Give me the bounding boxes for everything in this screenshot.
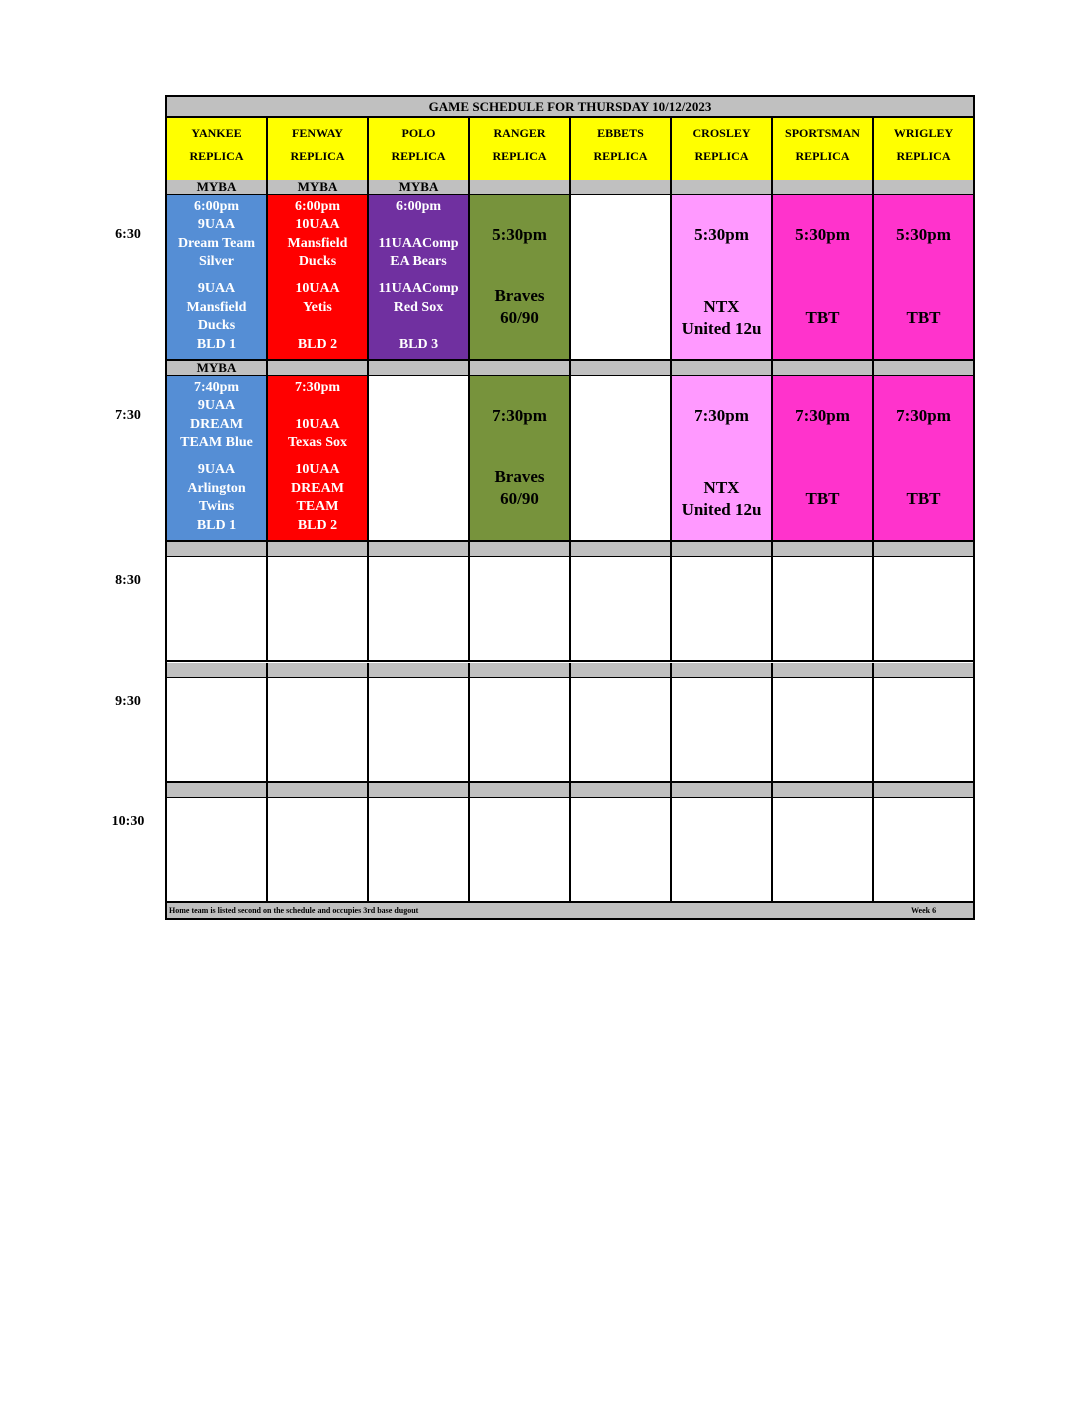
empty-cell (470, 678, 571, 783)
empty-cell (470, 798, 571, 916)
separator (167, 663, 268, 678)
field-header: POLO REPLICA (369, 118, 470, 180)
field-header: EBBETS REPLICA (571, 118, 672, 180)
field-header: WRIGLEY REPLICA (874, 118, 973, 180)
game-cell-wrigley: 5:30pm TBT (874, 195, 973, 361)
time-label: 7:30 (115, 408, 141, 423)
game-cell-fenway: 7:30pm 10UAA Texas Sox 10UAA DREAM TEAM BLD 2 (268, 376, 369, 542)
empty-cell (874, 678, 973, 783)
field-header: RANGER REPLICA (470, 118, 571, 180)
separator (672, 180, 773, 195)
time-label: 10:30 (111, 814, 145, 829)
separator (369, 783, 470, 798)
separator (874, 180, 973, 195)
separator (571, 542, 672, 557)
league-label: MYBA (369, 180, 470, 195)
separator (874, 542, 973, 557)
separator (470, 361, 571, 376)
footer (167, 901, 973, 918)
week-label: Week 6 (911, 906, 937, 915)
separator (571, 361, 672, 376)
separator (268, 361, 369, 376)
empty-cell (672, 557, 773, 662)
empty-cell (268, 678, 369, 783)
empty-cell (167, 678, 268, 783)
field-header: YANKEE REPLICA (167, 118, 268, 180)
game-cell-ranger: 7:30pm Braves 60/90 (470, 376, 571, 542)
empty-cell (268, 557, 369, 662)
game-cell-sportsman: 7:30pm TBT (773, 376, 874, 542)
time-label: 9:30 (115, 694, 141, 709)
separator (874, 361, 973, 376)
empty-cell (571, 195, 672, 361)
separator (571, 783, 672, 798)
empty-cell (571, 376, 672, 542)
empty-cell (369, 798, 470, 916)
separator (470, 542, 571, 557)
separator (874, 783, 973, 798)
league-label: MYBA (167, 361, 268, 376)
league-label: MYBA (268, 180, 369, 195)
field-header: SPORTSMAN REPLICA (773, 118, 874, 180)
separator (268, 663, 369, 678)
separator (268, 542, 369, 557)
empty-cell (571, 557, 672, 662)
separator (773, 783, 874, 798)
separator (672, 542, 773, 557)
separator (369, 542, 470, 557)
game-cell-polo: 6:00pm 11UAAComp EA Bears 11UAAComp Red Sox BLD 3 (369, 195, 470, 361)
separator (470, 663, 571, 678)
empty-cell (571, 678, 672, 783)
empty-cell (369, 557, 470, 662)
separator (773, 542, 874, 557)
empty-cell (470, 557, 571, 662)
empty-cell (672, 798, 773, 916)
separator (470, 180, 571, 195)
schedule-table (165, 95, 975, 920)
separator (773, 361, 874, 376)
separator (167, 542, 268, 557)
empty-cell (773, 557, 874, 662)
empty-cell (874, 798, 973, 916)
game-cell-yankee: 7:40pm 9UAA DREAM TEAM Blue 9UAA Arlington Twins BLD 1 (167, 376, 268, 542)
time-label: 6:30 (115, 227, 141, 242)
game-cell-ranger: 5:30pm Braves 60/90 (470, 195, 571, 361)
separator (773, 663, 874, 678)
game-cell-crosley: 5:30pm NTX United 12u (672, 195, 773, 361)
game-cell-crosley: 7:30pm NTX United 12u (672, 376, 773, 542)
empty-cell (167, 798, 268, 916)
empty-cell (874, 557, 973, 662)
empty-cell (167, 557, 268, 662)
league-label: MYBA (167, 180, 268, 195)
schedule-title: GAME SCHEDULE FOR THURSDAY 10/12/2023 (167, 97, 973, 118)
empty-cell (369, 376, 470, 542)
footer-note: Home team is listed second on the schedule and occupies 3rd base dugout (169, 906, 419, 915)
game-cell-yankee: 6:00pm 9UAA Dream Team Silver 9UAA Mansfield Ducks BLD 1 (167, 195, 268, 361)
empty-cell (369, 678, 470, 783)
time-label: 8:30 (115, 573, 141, 588)
game-cell-sportsman: 5:30pm TBT (773, 195, 874, 361)
game-cell-wrigley: 7:30pm TBT (874, 376, 973, 542)
empty-cell (672, 678, 773, 783)
field-header: CROSLEY REPLICA (672, 118, 773, 180)
empty-cell (268, 798, 369, 916)
separator (672, 783, 773, 798)
empty-cell (773, 678, 874, 783)
separator (470, 783, 571, 798)
separator (672, 361, 773, 376)
empty-cell (773, 798, 874, 916)
field-header: FENWAY REPLICA (268, 118, 369, 180)
separator (571, 180, 672, 195)
separator (874, 663, 973, 678)
game-cell-fenway: 6:00pm 10UAA Mansfield Ducks 10UAA Yetis BLD 2 (268, 195, 369, 361)
empty-cell (571, 798, 672, 916)
separator (773, 180, 874, 195)
separator (268, 783, 369, 798)
separator (369, 361, 470, 376)
separator (167, 783, 268, 798)
separator (672, 663, 773, 678)
separator (369, 663, 470, 678)
separator (571, 663, 672, 678)
